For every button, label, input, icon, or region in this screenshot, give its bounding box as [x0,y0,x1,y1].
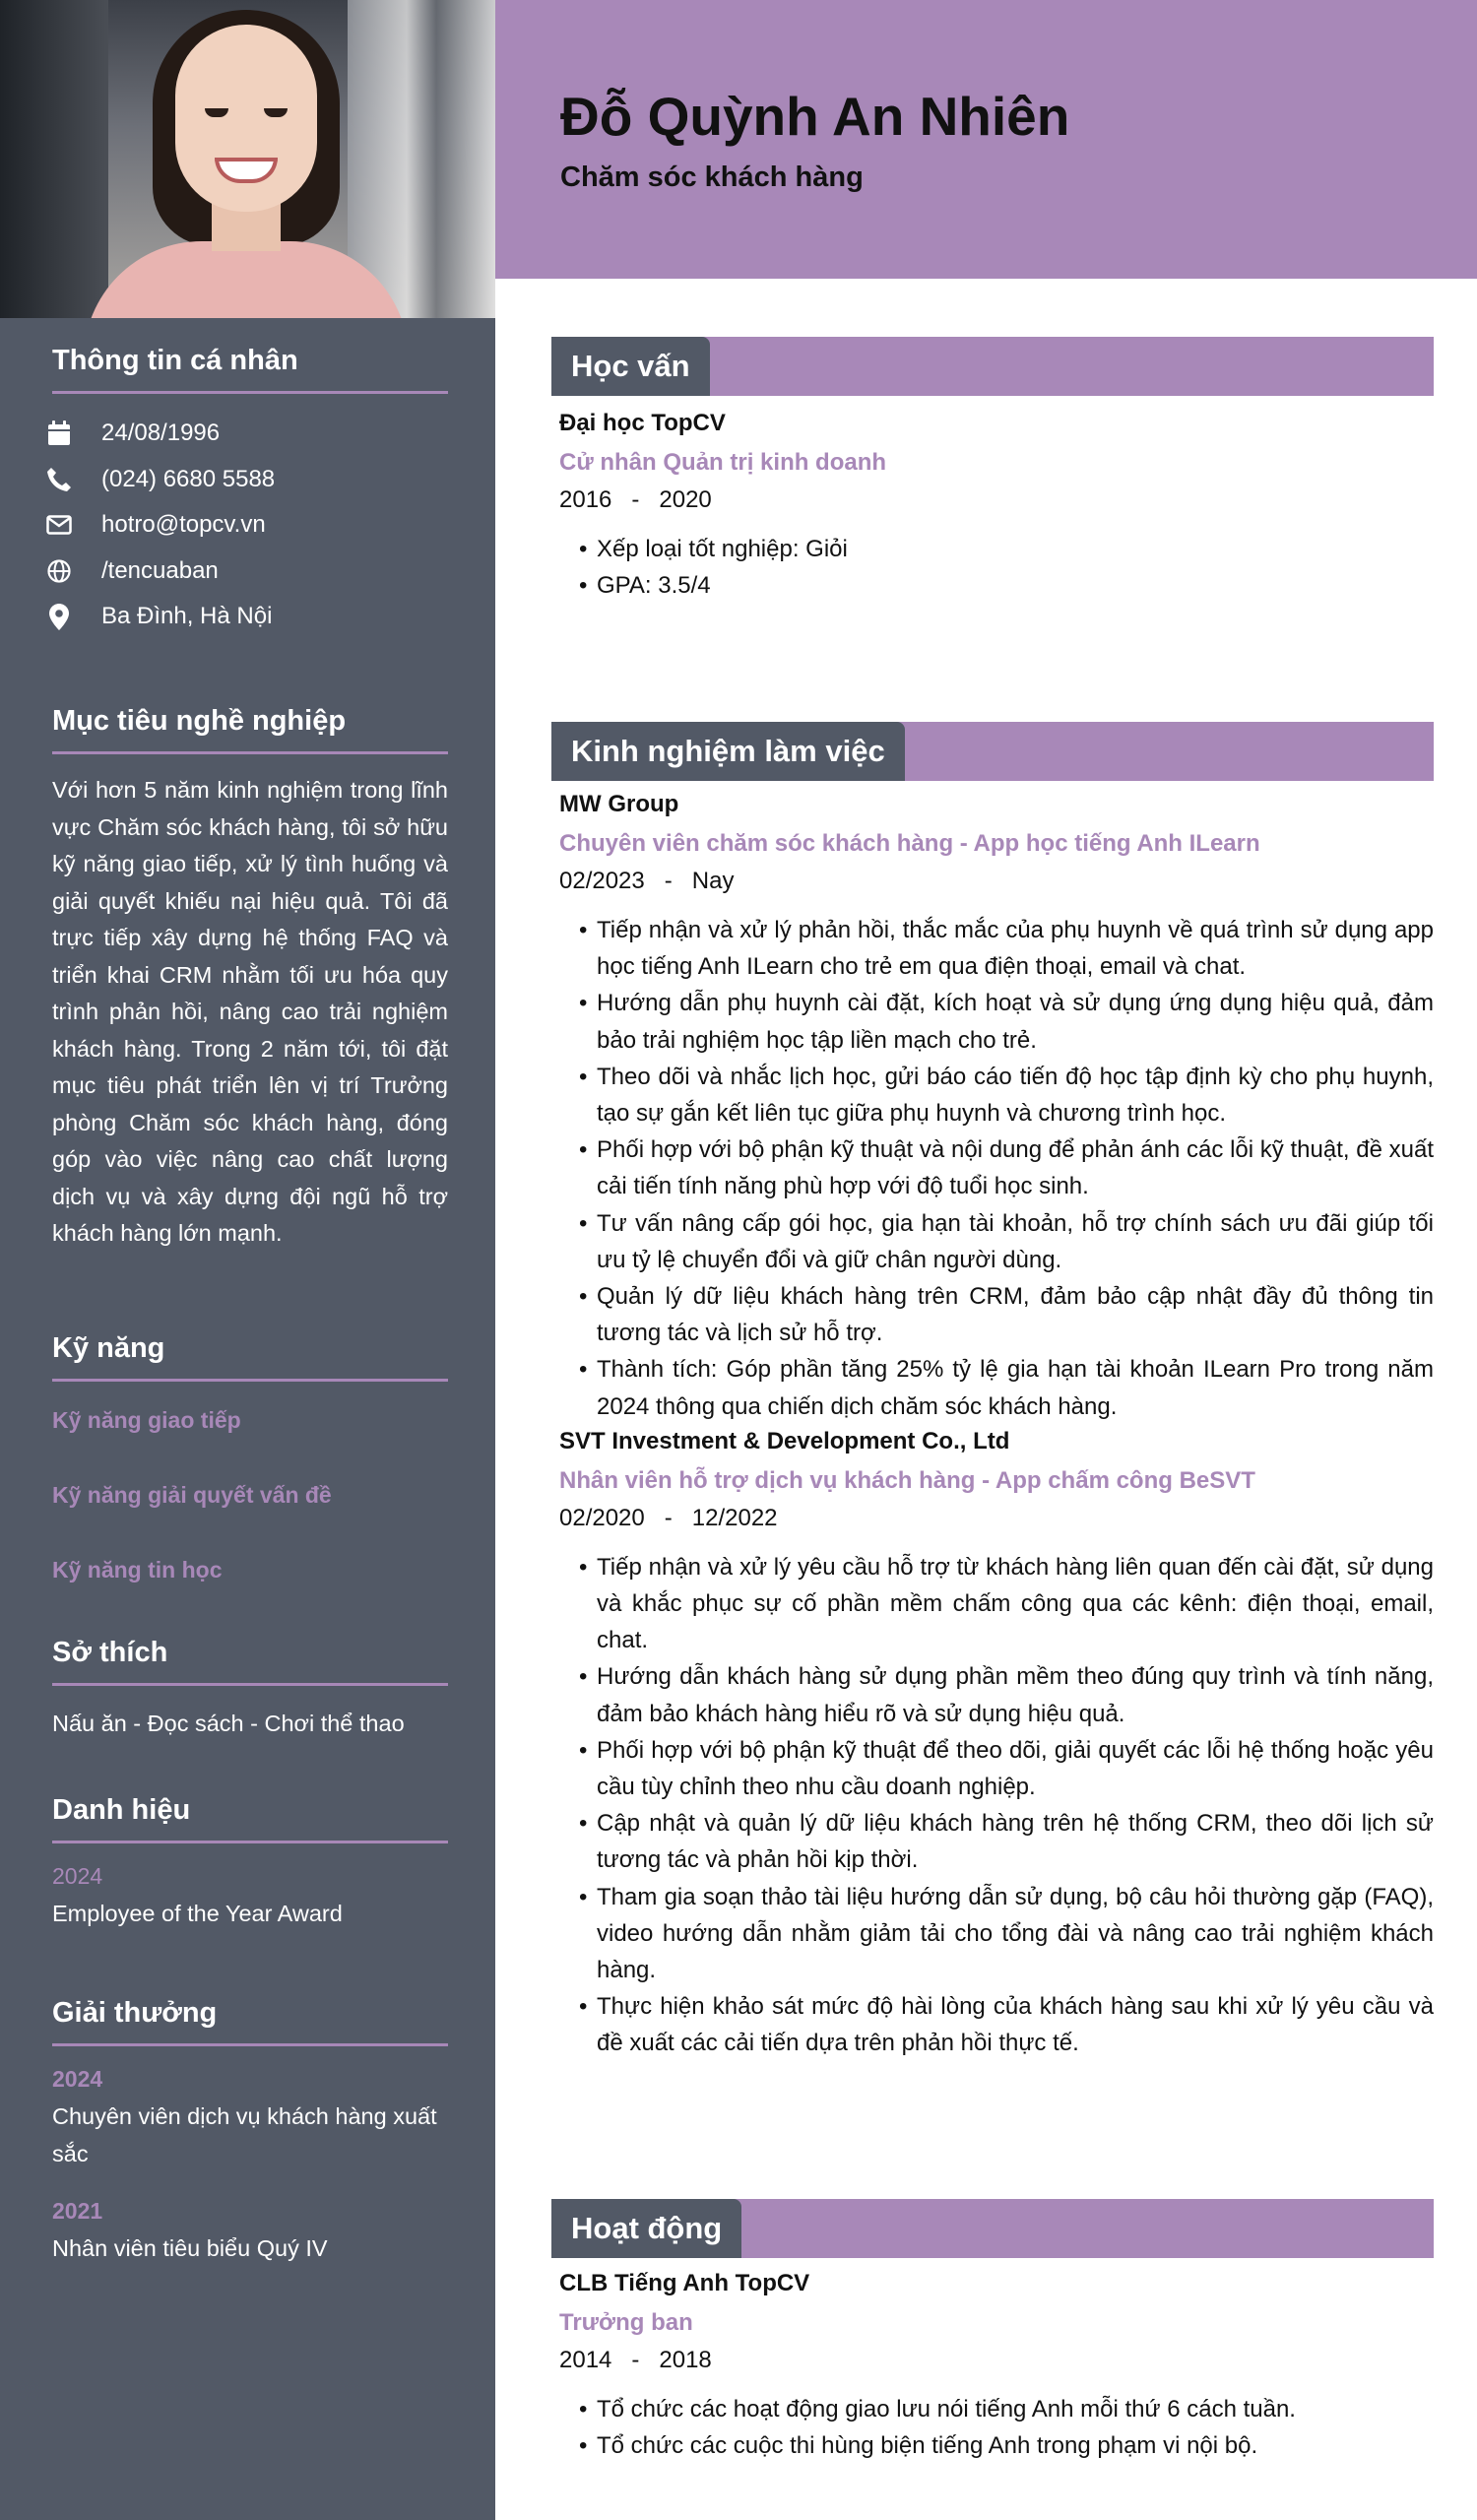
titles-section [52,1794,448,1933]
school-name: Đại học TopCV [559,410,726,436]
list-item: • Quản lý dữ liệu khách hàng trên CRM, đảm bảo cập nhật đầy đủ thông tin tương tác và lịch sử hỗ trợ. [579,1278,1434,1351]
skill-item: Kỹ năng tin học [52,1557,223,1583]
objective-text: Với hơn 5 năm kinh nghiệm trong lĩnh vực Chăm sóc khách hàng, tôi sở hữu kỹ năng giao tiếp, xử lý tình huống và giải quyết khiếu nại hiệu quả. Tôi đã trực tiếp xây dựng hệ thống FAQ và triển khai CRM nhằm tối ưu hóa quy trình phản hồi, nâng cao trải nghiệm khách hàng. Trong 2 năm tới, tôi đặt mục tiêu phát triển lên vị trí Trưởng phòng Chăm sóc khách hàng, đóng góp vào việc nâng cao chất lượng dịch vụ và xây dựng đội ngũ hỗ trợ khách hàng lớn mạnh. [52,777,448,1246]
job-bullets [579,1549,1434,2062]
education-section [551,337,1434,604]
list-item: • Tham gia soạn thảo tài liệu hướng dẫn sử dụng, bộ câu hỏi thường gặp (FAQ), video hướng dẫn nhằm giảm tải cho tổng đài và nâng cao trải nghiệm khách hàng. [579,1879,1434,1989]
awards-heading: Giải thưởng [52,1997,448,2046]
end-date: Nay [691,868,735,894]
job-entry [551,791,1434,1425]
job-dates [559,868,1434,895]
date-separator: - [664,868,673,894]
date-separator: - [631,2347,640,2373]
activity-role: Trưởng ban [559,2309,693,2336]
email-value[interactable]: hotro@topcv.vn [101,511,266,539]
activities-header-bar [551,2199,1434,2258]
sidebar [0,0,495,2520]
job-position: Chuyên viên chăm sóc khách hàng - App học tiếng Anh ILearn [559,830,1260,857]
phone-row [44,457,448,503]
job-position: Nhân viên hỗ trợ dịch vụ khách hàng - App chấm công BeSVT [559,1466,1255,1494]
education-header-bar [551,337,1434,396]
skill-item: Kỹ năng giải quyết vấn đề [52,1482,332,1508]
list-item: • Theo dõi và nhắc lịch học, gửi báo cáo tiến độ học tập định kỳ cho phụ huynh, tạo sự gắn kết liên tục giữa phụ huynh và chương trình học. [579,1059,1434,1131]
job-dates [559,1505,1434,1532]
experience-section [551,722,1434,2062]
list-item: • GPA: 3.5/4 [579,567,1434,604]
company-name: MW Group [559,791,679,817]
end-date: 2020 [659,486,712,513]
titles-heading: Danh hiệu [52,1794,448,1843]
list-item: • Tổ chức các cuộc thi hùng biện tiếng Anh trong phạm vi nội bộ. [579,2427,1434,2464]
experience-heading: Kinh nghiệm làm việc [551,722,905,781]
list-item: • Tư vấn nâng cấp gói học, gia hạn tài khoản, hỗ trợ chính sách ưu đãi giúp tối ưu tỷ lệ chuyển đổi và giữ chân người dùng. [579,1205,1434,1278]
title-name: Employee of the Year Award [52,1901,343,1926]
address-row [44,594,448,640]
list-item: • Tiếp nhận và xử lý phản hồi, thắc mắc của phụ huynh về quá trình sử dụng app học tiếng Anh ILearn cho trẻ em qua điện thoại, email và chat. [579,912,1434,985]
header-banner [495,0,1477,279]
list-item: • Cập nhật và quản lý dữ liệu khách hàng trên hệ thống CRM, theo dõi lịch sử tương tác và phản hồi kịp thời. [579,1805,1434,1878]
hobbies-text: Nấu ăn - Đọc sách - Chơi thể thao [52,1711,405,1736]
list-item: • Thành tích: Góp phần tăng 25% tỷ lệ gia hạn tài khoản ILearn Pro trong năm 2024 thông qua chiến dịch chăm sóc khách hàng. [579,1351,1434,1424]
company-name: SVT Investment & Development Co., Ltd [559,1427,1010,1454]
activities-heading: Hoạt động [551,2199,741,2258]
education-bullets [579,531,1434,604]
envelope-icon [44,510,74,540]
objective-heading: Mục tiêu nghề nghiệp [52,705,448,754]
profile-photo [0,0,495,318]
phone-value[interactable]: (024) 6680 5588 [101,465,276,492]
location-pin-icon [44,602,74,631]
birthday-value: 24/08/1996 [101,420,221,447]
list-item: • Xếp loại tốt nghiệp: Giỏi [579,531,1434,567]
date-separator: - [664,1504,673,1531]
list-item: • Hướng dẫn khách hàng sử dụng phần mềm theo đúng quy trình và tính năng, đảm bảo khách hàng hiểu rõ và sử dụng hiệu quả. [579,1658,1434,1731]
skills-section [52,1332,448,1630]
birthday-row [44,411,448,457]
list-item: • Tiếp nhận và xử lý yêu cầu hỗ trợ từ khách hàng liên quan đến cài đặt, sử dụng và khắc phục sự cố phần mềm chấm công qua các kênh: điện thoại, email, chat. [579,1549,1434,1659]
list-item: • Thực hiện khảo sát mức độ hài lòng của khách hàng sau khi xử lý yêu cầu và đề xuất các cải tiến dựa trên phản hồi thực tế. [579,1988,1434,2061]
start-date: 02/2020 [559,1504,645,1531]
skills-heading: Kỹ năng [52,1332,448,1382]
list-item: • Hướng dẫn phụ huynh cài đặt, kích hoạt và sử dụng ứng dụng hiệu quả, đảm bảo trải nghiệm học tập liền mạch cho trẻ. [579,985,1434,1058]
start-date: 2014 [559,2347,612,2373]
activity-bullets [579,2391,1434,2464]
awards-section [52,1997,448,2268]
job-bullets [579,912,1434,1425]
list-item: • Phối hợp với bộ phận kỹ thuật để theo dõi, giải quyết các lỗi hệ thống hoặc yêu cầu tùy chỉnh theo nhu cầu doanh nghiệp. [579,1732,1434,1805]
list-item: • Phối hợp với bộ phận kỹ thuật và nội dung để phản ánh các lỗi kỹ thuật, đề xuất cải tiến tính năng phù hợp với độ tuổi học sinh. [579,1131,1434,1204]
degree-name: Cử nhân Quản trị kinh doanh [559,449,887,476]
activity-org: CLB Tiếng Anh TopCV [559,2270,810,2296]
award-name: Chuyên viên dịch vụ khách hàng xuất sắc [52,2103,437,2166]
job-entry [551,1428,1434,2062]
hobbies-heading: Sở thích [52,1637,448,1686]
phone-icon [44,465,74,494]
end-date: 2018 [659,2347,712,2373]
skill-item: Kỹ năng giao tiếp [52,1407,241,1433]
activity-dates [559,2347,1434,2374]
website-value[interactable]: /tencuaban [101,556,219,584]
date-separator: - [631,486,640,513]
personal-info-section [52,345,448,640]
activities-section [551,2199,1434,2464]
address-value: Ba Đình, Hà Nội [101,603,273,630]
website-row [44,549,448,595]
candidate-role: Chăm sóc khách hàng [560,162,864,193]
personal-info-heading: Thông tin cá nhân [52,345,448,394]
list-item: • Tổ chức các hoạt động giao lưu nói tiếng Anh mỗi thứ 6 cách tuần. [579,2391,1434,2427]
email-row [44,502,448,549]
title-year: 2024 [52,1863,103,1889]
experience-header-bar [551,722,1434,781]
objective-section [52,705,448,1253]
start-date: 2016 [559,486,612,513]
calendar-icon [44,419,74,448]
award-year: 2021 [52,2198,103,2224]
start-date: 02/2023 [559,868,645,894]
award-name: Nhân viên tiêu biểu Quý IV [52,2235,328,2261]
award-year: 2024 [52,2066,103,2092]
education-dates [559,486,1434,514]
candidate-name: Đỗ Quỳnh An Nhiên [560,86,1070,147]
globe-icon [44,556,74,586]
hobbies-section [52,1637,448,1743]
education-heading: Học vấn [551,337,710,396]
end-date: 12/2022 [691,1504,778,1531]
